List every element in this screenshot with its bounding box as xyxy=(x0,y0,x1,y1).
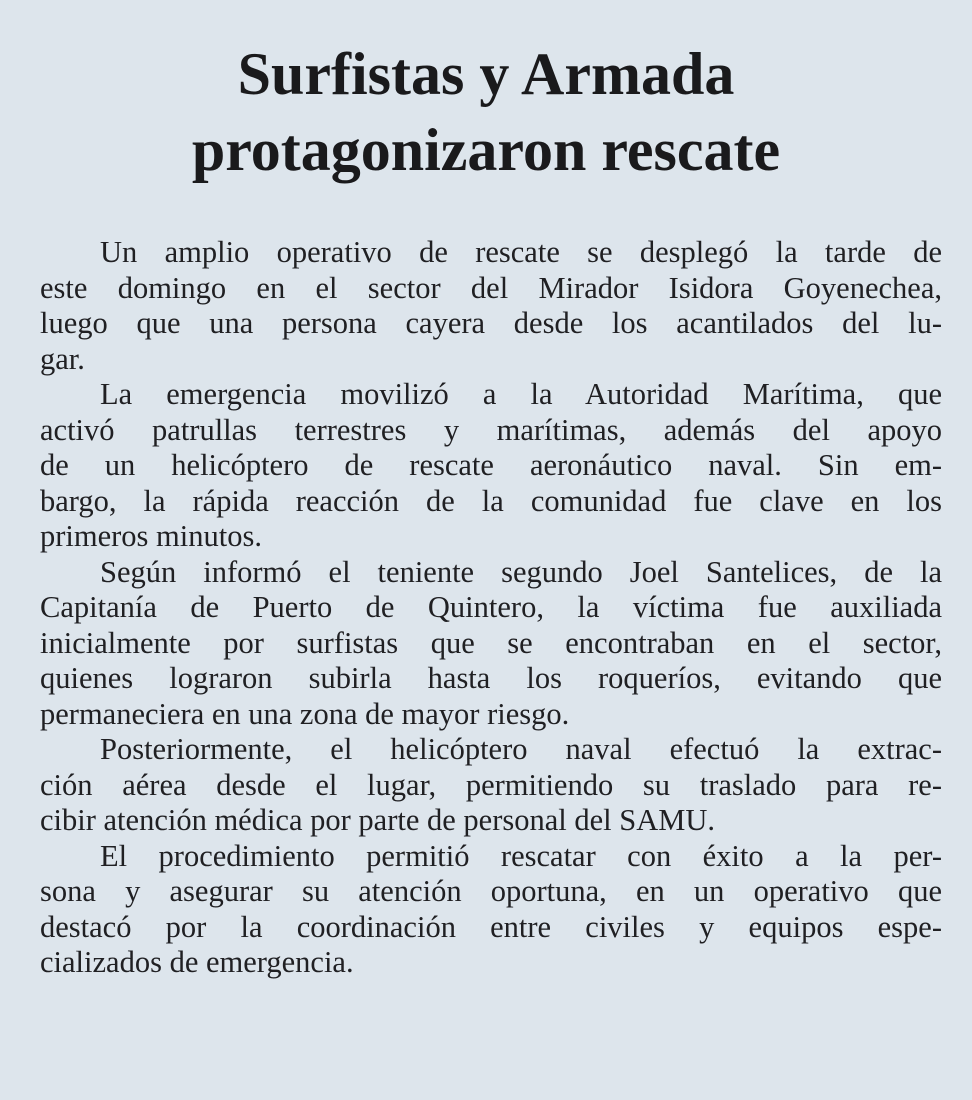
text-line: sona y asegurar su atención oportuna, en un operativo que xyxy=(40,874,942,908)
headline-line: Surfistas y Armada xyxy=(237,41,735,107)
paragraph-4 xyxy=(40,732,942,839)
article-headline xyxy=(0,36,972,188)
headline-line: protagonizaron rescate xyxy=(191,117,781,183)
text-line: activó patrullas terrestres y marítimas, además del apoyo xyxy=(40,412,942,447)
text-line: luego que una persona cayera desde los acantilados del lu- xyxy=(40,306,942,340)
text-line: este domingo en el sector del Mirador Isidora Goyenechea, xyxy=(40,270,942,305)
text-line: permaneciera en una zona de mayor riesgo. xyxy=(40,696,570,731)
text-line: Posteriormente, el helicóptero naval efectuó la extrac- xyxy=(100,732,942,766)
text-line: Capitanía de Puerto de Quintero, la víctima fue auxiliada xyxy=(40,590,942,624)
text-line: La emergencia movilizó a la Autoridad Marítima, que xyxy=(100,377,942,411)
text-line: de un helicóptero de rescate aeronáutico naval. Sin em- xyxy=(40,448,942,482)
text-line: El procedimiento permitió rescatar con éxito a la per- xyxy=(100,838,942,873)
paragraph-5 xyxy=(40,839,942,981)
text-line: cializados de emergencia. xyxy=(40,945,354,979)
text-line: cibir atención médica por parte de personal del SAMU. xyxy=(40,803,716,837)
text-line: Según informó el teniente segundo Joel Santelices, de la xyxy=(100,554,942,589)
paragraph-3 xyxy=(40,555,942,733)
text-line: bargo, la rápida reacción de la comunidad fue clave en los xyxy=(40,483,942,518)
article-body xyxy=(40,235,942,981)
paragraph-1 xyxy=(40,235,942,377)
text-line: ción aérea desde el lugar, permitiendo su traslado para re- xyxy=(40,767,942,802)
text-line: Un amplio operativo de rescate se desplegó la tarde de xyxy=(100,235,942,269)
text-line: gar. xyxy=(40,341,85,376)
text-line: inicialmente por surfistas que se encontraban en el sector, xyxy=(40,625,942,660)
text-line: destacó por la coordinación entre civiles y equipos espe- xyxy=(40,909,942,944)
paragraph-2 xyxy=(40,377,942,555)
text-line: quienes lograron subirla hasta los roqueríos, evitando que xyxy=(40,661,942,695)
text-line: primeros minutos. xyxy=(40,519,262,553)
